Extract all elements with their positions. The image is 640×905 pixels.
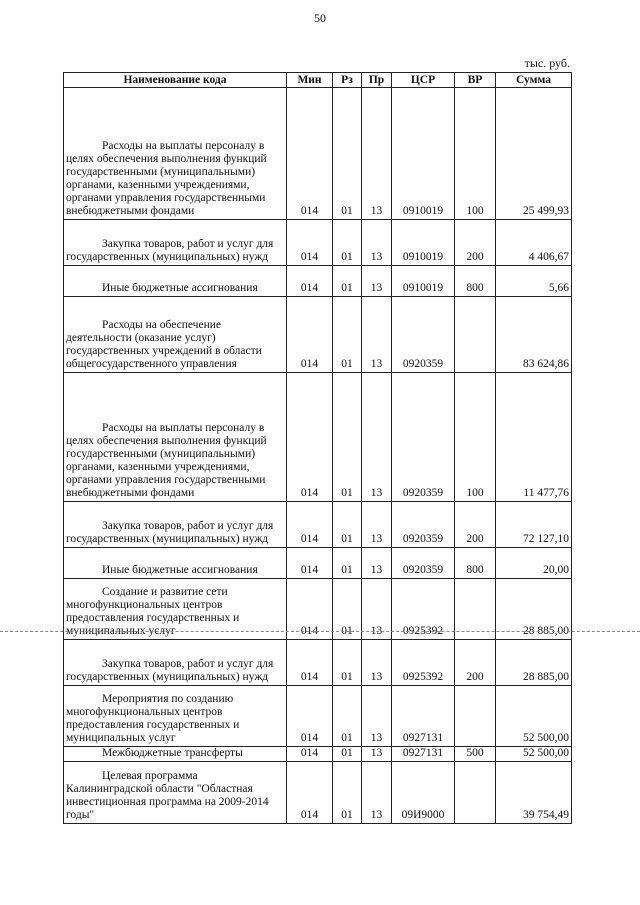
row-name: Закупка товаров, работ и услуг для государственных (муниципальных) нужд [66, 238, 274, 263]
row-pr: 13 [362, 747, 392, 762]
table-row [64, 266, 572, 297]
row-pr: 13 [362, 762, 392, 824]
table-row [64, 220, 572, 266]
row-name: Расходы на обеспечение деятельности (оказание услуг) государственных учреждений в области общегосударственного управления [66, 319, 262, 370]
table-row [64, 502, 572, 548]
table-row [64, 762, 572, 824]
row-csr: 0910019 [392, 220, 455, 266]
units-label: тыс. руб. [524, 56, 570, 70]
row-pr: 13 [362, 220, 392, 266]
row-csr: 0927131 [392, 686, 455, 747]
row-vr: 800 [455, 266, 496, 297]
header-sum: Сумма [496, 73, 572, 88]
row-rz: 01 [333, 502, 362, 548]
row-name: Мероприятия по созданию многофункциональных центров предоставления государственных и муниципальных услуг [66, 693, 240, 744]
row-csr: 0920359 [392, 373, 455, 502]
row-rz: 01 [333, 686, 362, 747]
row-csr: 0910019 [392, 88, 455, 220]
table-row [64, 548, 572, 579]
row-sum: 52 500,00 [496, 686, 572, 747]
table-header-row [64, 73, 572, 88]
row-pr: 13 [362, 266, 392, 297]
row-rz: 01 [333, 640, 362, 686]
row-sum: 25 499,93 [496, 88, 572, 220]
row-sum: 28 885,00 [496, 579, 572, 640]
row-min: 014 [287, 579, 333, 640]
row-pr: 13 [362, 502, 392, 548]
table-row [64, 686, 572, 747]
row-min: 014 [287, 88, 333, 220]
row-pr: 13 [362, 548, 392, 579]
row-sum: 28 885,00 [496, 640, 572, 686]
header-min: Мин [287, 73, 333, 88]
row-csr: 0920359 [392, 502, 455, 548]
row-pr: 13 [362, 686, 392, 747]
scan-artifact-line [0, 631, 640, 632]
row-vr: 800 [455, 548, 496, 579]
page-number: 50 [314, 11, 326, 25]
row-rz: 01 [333, 747, 362, 762]
table-row [64, 640, 572, 686]
row-vr [455, 686, 496, 747]
header-vr: ВР [455, 73, 496, 88]
row-pr: 13 [362, 640, 392, 686]
row-min: 014 [287, 373, 333, 502]
row-name: Закупка товаров, работ и услуг для государственных (муниципальных) нужд [66, 658, 274, 683]
row-vr [455, 297, 496, 373]
row-vr: 200 [455, 502, 496, 548]
row-name: Закупка товаров, работ и услуг для государственных (муниципальных) нужд [66, 520, 274, 545]
row-sum: 4 406,67 [496, 220, 572, 266]
row-min: 014 [287, 747, 333, 762]
table-row [64, 88, 572, 220]
row-name: Расходы на выплаты персоналу в целях обеспечения выполнения функций государственными (муниципальными) органами, казенными учреждениями, органами управления государственными внебюджетными фондами [66, 422, 267, 499]
row-vr: 500 [455, 747, 496, 762]
budget-table [63, 72, 572, 824]
row-min: 014 [287, 762, 333, 824]
row-csr: 09И9000 [392, 762, 455, 824]
header-csr: ЦСР [392, 73, 455, 88]
row-vr: 100 [455, 373, 496, 502]
row-vr [455, 762, 496, 824]
row-sum: 11 477,76 [496, 373, 572, 502]
row-min: 014 [287, 686, 333, 747]
table-row [64, 373, 572, 502]
row-min: 014 [287, 266, 333, 297]
row-name: Иные бюджетные ассигнования [102, 564, 258, 576]
row-pr: 13 [362, 373, 392, 502]
row-csr: 0920359 [392, 548, 455, 579]
row-name: Расходы на выплаты персоналу в целях обеспечения выполнения функций государственными (муниципальными) органами, казенными учреждениями, органами управления государственными внебюджетными фондами [66, 140, 267, 217]
header-pr: Пр [362, 73, 392, 88]
row-min: 014 [287, 297, 333, 373]
table-row [64, 297, 572, 373]
header-name: Наименование кода [64, 73, 287, 88]
row-pr: 13 [362, 579, 392, 640]
row-min: 014 [287, 502, 333, 548]
row-csr: 0927131 [392, 747, 455, 762]
row-csr: 0910019 [392, 266, 455, 297]
row-name: Создание и развитие сети многофункциональных центров предоставления государственных и муниципальных услуг [66, 586, 240, 637]
row-csr: 0920359 [392, 297, 455, 373]
row-name: Межбюджетные трансферты [102, 747, 243, 759]
row-sum: 72 127,10 [496, 502, 572, 548]
row-name: Целевая программа Калининградской области "Областная инвестиционная программа на 2009-2014 годы" [66, 770, 269, 821]
row-rz: 01 [333, 297, 362, 373]
row-min: 014 [287, 220, 333, 266]
row-rz: 01 [333, 88, 362, 220]
row-vr: 100 [455, 88, 496, 220]
row-vr: 200 [455, 220, 496, 266]
row-min: 014 [287, 548, 333, 579]
row-pr: 13 [362, 297, 392, 373]
row-sum: 52 500,00 [496, 747, 572, 762]
row-vr: 200 [455, 640, 496, 686]
header-rz: Рз [333, 73, 362, 88]
row-rz: 01 [333, 220, 362, 266]
row-sum: 20,00 [496, 548, 572, 579]
row-rz: 01 [333, 266, 362, 297]
row-sum: 83 624,86 [496, 297, 572, 373]
row-csr: 0925392 [392, 640, 455, 686]
row-pr: 13 [362, 88, 392, 220]
row-rz: 01 [333, 548, 362, 579]
row-rz: 01 [333, 579, 362, 640]
row-name: Иные бюджетные ассигнования [102, 282, 258, 294]
row-sum: 39 754,49 [496, 762, 572, 824]
row-min: 014 [287, 640, 333, 686]
table-row [64, 747, 572, 762]
row-sum: 5,66 [496, 266, 572, 297]
row-rz: 01 [333, 762, 362, 824]
row-rz: 01 [333, 373, 362, 502]
row-csr: 0925392 [392, 579, 455, 640]
